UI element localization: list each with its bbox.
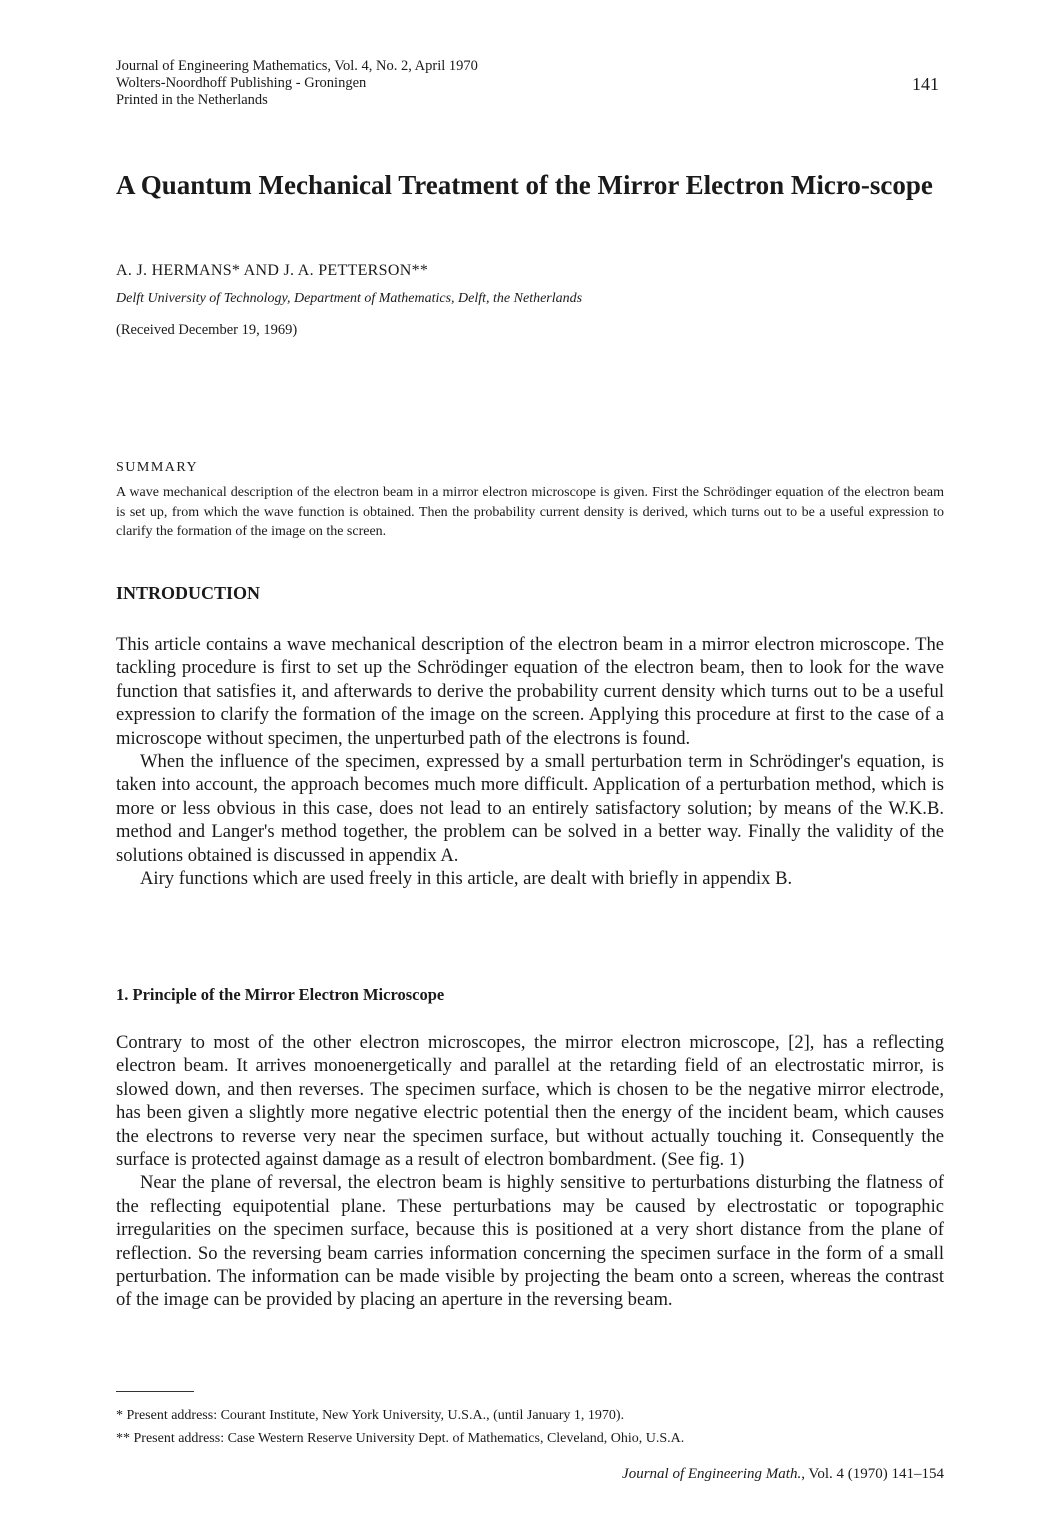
paragraph: This article contains a wave mechanical description of the electron beam in a mirror electron microscope. The tackling procedure is first to set up the Schrödinger equation of the electron beam, then to look for the wave function that satisfies it, and afterwards to derive the probability current density which turns out to be a useful expression to clarify the formation of the image on the screen. Applying this procedure at first to the case of a microscope without specimen, the unperturbed path of the electrons is found. [116, 634, 944, 749]
introduction-heading: INTRODUCTION [116, 583, 261, 603]
received-date: (Received December 19, 1969) [116, 322, 298, 338]
summary-heading: SUMMARY [116, 460, 199, 475]
paragraph: Airy functions which are used freely in this article, are dealt with briefly in appendix B. [140, 868, 793, 890]
footnotes [116, 1404, 684, 1450]
journal-header [116, 58, 478, 109]
page-footer [622, 1466, 944, 1483]
summary-text: A wave mechanical description of the electron beam in a mirror electron microscope is given. First the Schrödinger equation of the electron beam is set up, from which the wave function is obtained. Then the probability current density is derived, which turns out to be a useful expression to clarify the formation of the image on the screen. [116, 485, 944, 539]
footnote: ** Present address: Case Western Reserve University Dept. of Mathematics, Cleveland, Ohio, U.S.A. [116, 1431, 685, 1446]
footer-journal-name: Journal of Engineering Math. [622, 1466, 802, 1482]
article-title: A Quantum Mechanical Treatment of the Mirror Electron Micro-scope [116, 170, 933, 200]
affiliation: Delft University of Technology, Department of Mathematics, Delft, the Netherlands [116, 291, 583, 306]
paragraph: When the influence of the specimen, expressed by a small perturbation term in Schrödinger's equation, is taken into account, the approach becomes much more difficult. Application of a perturbation method, which is more or less obvious in this case, does not lead to an entirely satisfactory solution; by means of the W.K.B. method and Langer's method together, the problem can be solved in a better way. Finally the validity of the solutions obtained is discussed in appendix A. [116, 751, 944, 866]
paragraph: Near the plane of reversal, the electron beam is highly sensitive to perturbations disturbing the flatness of the reflecting equipotential plane. These perturbations may be caused by electrostatic or topographic irregularities on the specimen surface, because this is positioned at a very short distance from the plane of reflection. So the reversing beam carries information concerning the specimen surface in the form of a small perturbation. The information can be made visible by projecting the beam onto a screen, whereas the contrast of the image can be provided by placing an aperture in the reversing beam. [116, 1172, 944, 1311]
section-1-body [116, 1031, 944, 1312]
authors: A. J. HERMANS* AND J. A. PETTERSON** [116, 262, 429, 279]
journal-line: Journal of Engineering Mathematics, Vol. 4, No. 2, April 1970 [116, 58, 478, 74]
paragraph: Contrary to most of the other electron microscopes, the mirror electron microscope, [2], has a reflecting electron beam. It arrives monoenergetically and parallel at the retarding field of an electrostatic mirror, is slowed down, and then reverses. The specimen surface, which is chosen to be the negative mirror electrode, has been given a slightly more negative electric potential then the energy of the incident beam, which causes the electrons to reverse very near the specimen surface, but without actually touching it. Consequently the surface is protected against damage as a result of electron bombardment. (See fig. 1) [116, 1032, 944, 1171]
footnote: * Present address: Courant Institute, New York University, U.S.A., (until January 1, 1970). [116, 1408, 625, 1423]
publisher-line: Wolters-Noordhoff Publishing - Groningen [116, 75, 367, 91]
footnote-divider [116, 1391, 194, 1392]
section-1-heading: 1. Principle of the Mirror Electron Microscope [116, 985, 445, 1004]
footer-citation: , Vol. 4 (1970) 141–154 [801, 1466, 944, 1482]
introduction-body [116, 633, 944, 890]
printed-line: Printed in the Netherlands [116, 92, 268, 108]
page-number: 141 [912, 74, 939, 94]
